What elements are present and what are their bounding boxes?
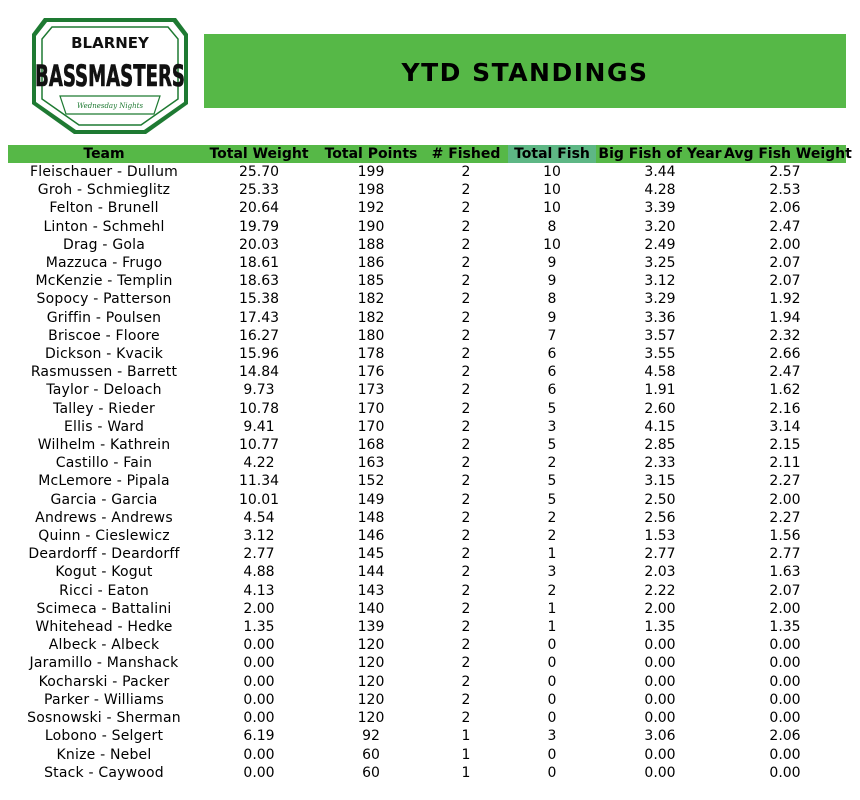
total-fish-cell: 6 xyxy=(547,346,557,363)
big-fish-cell: 0.00 xyxy=(644,637,676,654)
total-points-cell: 170 xyxy=(357,400,385,417)
total-weight-cell: 3.12 xyxy=(243,528,275,545)
avg-fish-weight-cell: 0.00 xyxy=(769,691,801,708)
total-weight-cell: 4.54 xyxy=(243,509,275,526)
table-row xyxy=(8,673,846,691)
total-points-cell: 170 xyxy=(357,418,385,435)
fished-cell: 2 xyxy=(461,582,471,599)
total-points-cell: 152 xyxy=(357,473,385,490)
fished-cell: 2 xyxy=(461,637,471,654)
fished-cell: 2 xyxy=(461,564,471,581)
table-row xyxy=(8,327,846,345)
table-row xyxy=(8,654,846,672)
total-points-cell: 143 xyxy=(357,582,385,599)
total-points-cell: 60 xyxy=(362,746,380,763)
total-fish-cell: 2 xyxy=(547,509,557,526)
table-row xyxy=(8,400,846,418)
avg-fish-weight-cell: 2.47 xyxy=(769,218,801,235)
team-cell: Dickson - Kvacik xyxy=(44,346,164,363)
big-fish-cell: 2.50 xyxy=(644,491,676,508)
team-cell: Talley - Rieder xyxy=(53,400,155,417)
avg-fish-weight-cell: 2.27 xyxy=(769,473,801,490)
team-cell: Fleischauer - Dullum xyxy=(29,164,179,180)
total-points-cell: 192 xyxy=(357,200,385,217)
big-fish-cell: 2.85 xyxy=(644,437,676,454)
total-weight-cell: 10.78 xyxy=(238,400,280,417)
total-points-cell: 185 xyxy=(357,273,385,290)
team-cell: Rasmussen - Barrett xyxy=(30,364,178,381)
total-points-cell: 144 xyxy=(357,564,385,581)
table-row xyxy=(8,600,846,618)
total-weight-cell: 25.70 xyxy=(238,164,280,180)
big-fish-cell: 3.20 xyxy=(644,218,676,235)
col-header-fished: # Fished xyxy=(424,145,508,163)
table-row xyxy=(8,236,846,254)
avg-fish-weight-cell: 1.35 xyxy=(769,619,801,636)
total-weight-cell: 18.63 xyxy=(238,273,280,290)
table-row xyxy=(8,582,846,600)
big-fish-cell: 4.15 xyxy=(644,418,676,435)
logo-line2: BASSMASTERS xyxy=(35,59,185,93)
col-header-total-fish: Total Fish xyxy=(508,145,596,163)
total-weight-cell: 0.00 xyxy=(243,655,275,672)
team-cell: Lobono - Selgert xyxy=(44,728,164,745)
table-row xyxy=(8,218,846,236)
total-points-cell: 120 xyxy=(357,691,385,708)
fished-cell: 2 xyxy=(461,346,471,363)
table-body xyxy=(8,163,846,782)
team-cell: Quinn - Cieslewicz xyxy=(38,528,170,545)
big-fish-cell: 3.39 xyxy=(644,200,676,217)
fished-cell: 1 xyxy=(461,728,471,745)
big-fish-cell: 0.00 xyxy=(644,673,676,690)
fished-cell: 2 xyxy=(461,455,471,472)
big-fish-cell: 1.91 xyxy=(644,382,676,399)
total-weight-cell: 20.64 xyxy=(238,200,280,217)
col-header-total-points: Total Points xyxy=(318,145,424,163)
table-row xyxy=(8,418,846,436)
total-points-cell: 120 xyxy=(357,673,385,690)
table-row xyxy=(8,746,846,764)
big-fish-cell: 3.12 xyxy=(644,273,676,290)
big-fish-cell: 0.00 xyxy=(644,710,676,727)
big-fish-cell: 1.53 xyxy=(644,528,676,545)
team-cell: Knize - Nebel xyxy=(56,746,152,763)
fished-cell: 2 xyxy=(461,309,471,326)
fished-cell: 2 xyxy=(461,655,471,672)
total-fish-cell: 6 xyxy=(547,382,557,399)
avg-fish-weight-cell: 2.07 xyxy=(769,273,801,290)
big-fish-cell: 2.60 xyxy=(644,400,676,417)
total-weight-cell: 25.33 xyxy=(238,182,280,199)
total-weight-cell: 2.00 xyxy=(243,600,275,617)
table-row xyxy=(8,636,846,654)
fished-cell: 2 xyxy=(461,236,471,253)
total-fish-cell: 9 xyxy=(547,255,557,272)
team-cell: Mazzuca - Frugo xyxy=(45,255,163,272)
team-cell: Ricci - Eaton xyxy=(59,582,149,599)
fished-cell: 1 xyxy=(461,746,471,763)
total-fish-cell: 3 xyxy=(547,564,557,581)
team-cell: Ellis - Ward xyxy=(63,418,145,435)
team-cell: Griffin - Poulsen xyxy=(46,309,162,326)
total-weight-cell: 15.38 xyxy=(238,291,280,308)
avg-fish-weight-cell: 2.77 xyxy=(769,546,801,563)
table-row xyxy=(8,491,846,509)
avg-fish-weight-cell: 0.00 xyxy=(769,746,801,763)
fished-cell: 2 xyxy=(461,255,471,272)
big-fish-cell: 3.36 xyxy=(644,309,676,326)
team-cell: Briscoe - Floore xyxy=(48,327,160,344)
total-points-cell: 60 xyxy=(362,764,380,781)
total-fish-cell: 1 xyxy=(547,600,557,617)
big-fish-cell: 3.57 xyxy=(644,327,676,344)
logo-tagline: Wednesday Nights xyxy=(76,102,144,110)
table-row xyxy=(8,509,846,527)
team-cell: Deardorff - Deardorff xyxy=(28,546,180,563)
avg-fish-weight-cell: 0.00 xyxy=(769,710,801,727)
total-weight-cell: 9.73 xyxy=(243,382,275,399)
total-weight-cell: 0.00 xyxy=(243,637,275,654)
table-row xyxy=(8,181,846,199)
table-row xyxy=(8,290,846,308)
team-cell: Wilhelm - Kathrein xyxy=(37,437,171,454)
logo-line1: BLARNEY xyxy=(71,34,149,52)
total-points-cell: 145 xyxy=(357,546,385,563)
total-points-cell: 182 xyxy=(357,291,385,308)
table-row xyxy=(8,309,846,327)
total-weight-cell: 4.88 xyxy=(243,564,275,581)
total-fish-cell: 3 xyxy=(547,728,557,745)
total-fish-cell: 7 xyxy=(547,327,557,344)
big-fish-cell: 3.44 xyxy=(644,164,676,180)
team-cell: Garcia - Garcia xyxy=(50,491,158,508)
team-cell: Taylor - Deloach xyxy=(46,382,162,399)
big-fish-cell: 2.03 xyxy=(644,564,676,581)
fished-cell: 2 xyxy=(461,327,471,344)
big-fish-cell: 2.56 xyxy=(644,509,676,526)
table-row xyxy=(8,345,846,363)
league-logo xyxy=(24,10,196,138)
avg-fish-weight-cell: 0.00 xyxy=(769,673,801,690)
avg-fish-weight-cell: 2.66 xyxy=(769,346,801,363)
avg-fish-weight-cell: 0.00 xyxy=(769,764,801,781)
fished-cell: 2 xyxy=(461,218,471,235)
avg-fish-weight-cell: 2.07 xyxy=(769,255,801,272)
fished-cell: 2 xyxy=(461,400,471,417)
big-fish-cell: 2.49 xyxy=(644,236,676,253)
total-fish-cell: 2 xyxy=(547,455,557,472)
col-header-big-fish: Big Fish of Year xyxy=(596,145,724,163)
total-points-cell: 182 xyxy=(357,309,385,326)
table-header-row xyxy=(8,145,846,163)
total-points-cell: 180 xyxy=(357,327,385,344)
table-row xyxy=(8,618,846,636)
total-weight-cell: 19.79 xyxy=(238,218,280,235)
total-weight-cell: 15.96 xyxy=(238,346,280,363)
team-cell: Andrews - Andrews xyxy=(35,509,173,526)
fished-cell: 2 xyxy=(461,364,471,381)
table-row xyxy=(8,436,846,454)
total-points-cell: 120 xyxy=(357,655,385,672)
fished-cell: 1 xyxy=(461,764,471,781)
avg-fish-weight-cell: 3.14 xyxy=(769,418,801,435)
total-fish-cell: 9 xyxy=(547,309,557,326)
table-row xyxy=(8,472,846,490)
big-fish-cell: 3.06 xyxy=(644,728,676,745)
fished-cell: 2 xyxy=(461,291,471,308)
fished-cell: 2 xyxy=(461,600,471,617)
avg-fish-weight-cell: 2.11 xyxy=(769,455,801,472)
table-row xyxy=(8,764,846,782)
total-weight-cell: 11.34 xyxy=(238,473,280,490)
table-row xyxy=(8,709,846,727)
avg-fish-weight-cell: 0.00 xyxy=(769,637,801,654)
total-fish-cell: 9 xyxy=(547,273,557,290)
team-cell: Kogut - Kogut xyxy=(55,564,153,581)
big-fish-cell: 4.28 xyxy=(644,182,676,199)
team-cell: Jaramillo - Manshack xyxy=(29,655,179,672)
avg-fish-weight-cell: 2.07 xyxy=(769,582,801,599)
table-row xyxy=(8,272,846,290)
title-banner xyxy=(204,34,846,108)
total-fish-cell: 0 xyxy=(547,691,557,708)
total-fish-cell: 0 xyxy=(547,637,557,654)
big-fish-cell: 0.00 xyxy=(644,746,676,763)
total-weight-cell: 10.77 xyxy=(238,437,280,454)
total-points-cell: 173 xyxy=(357,382,385,399)
total-weight-cell: 20.03 xyxy=(238,236,280,253)
avg-fish-weight-cell: 0.00 xyxy=(769,655,801,672)
logo-graphic xyxy=(24,10,196,138)
page-title: YTD STANDINGS xyxy=(401,58,649,87)
fished-cell: 2 xyxy=(461,182,471,199)
table-row xyxy=(8,527,846,545)
fished-cell: 2 xyxy=(461,273,471,290)
total-fish-cell: 5 xyxy=(547,473,557,490)
total-fish-cell: 6 xyxy=(547,364,557,381)
total-weight-cell: 18.61 xyxy=(238,255,280,272)
total-fish-cell: 0 xyxy=(547,655,557,672)
total-fish-cell: 0 xyxy=(547,764,557,781)
total-fish-cell: 1 xyxy=(547,546,557,563)
total-fish-cell: 10 xyxy=(543,164,561,180)
team-cell: Drag - Gola xyxy=(62,236,146,253)
fished-cell: 2 xyxy=(461,200,471,217)
table-row xyxy=(8,691,846,709)
table-row xyxy=(8,254,846,272)
fished-cell: 2 xyxy=(461,491,471,508)
big-fish-cell: 3.55 xyxy=(644,346,676,363)
big-fish-cell: 3.25 xyxy=(644,255,676,272)
total-weight-cell: 4.13 xyxy=(243,582,275,599)
total-weight-cell: 14.84 xyxy=(238,364,280,381)
avg-fish-weight-cell: 2.16 xyxy=(769,400,801,417)
total-points-cell: 168 xyxy=(357,437,385,454)
avg-fish-weight-cell: 2.27 xyxy=(769,509,801,526)
avg-fish-weight-cell: 1.63 xyxy=(769,564,801,581)
big-fish-cell: 3.15 xyxy=(644,473,676,490)
total-weight-cell: 0.00 xyxy=(243,746,275,763)
table-row xyxy=(8,563,846,581)
total-points-cell: 199 xyxy=(357,164,385,180)
big-fish-cell: 0.00 xyxy=(644,655,676,672)
avg-fish-weight-cell: 1.92 xyxy=(769,291,801,308)
fished-cell: 2 xyxy=(461,710,471,727)
total-points-cell: 176 xyxy=(357,364,385,381)
table-row xyxy=(8,381,846,399)
total-points-cell: 198 xyxy=(357,182,385,199)
table-row xyxy=(8,454,846,472)
total-points-cell: 146 xyxy=(357,528,385,545)
total-weight-cell: 10.01 xyxy=(238,491,280,508)
big-fish-cell: 2.00 xyxy=(644,600,676,617)
total-weight-cell: 6.19 xyxy=(243,728,275,745)
total-fish-cell: 5 xyxy=(547,491,557,508)
total-points-cell: 163 xyxy=(357,455,385,472)
big-fish-cell: 2.22 xyxy=(644,582,676,599)
fished-cell: 2 xyxy=(461,546,471,563)
total-weight-cell: 0.00 xyxy=(243,673,275,690)
team-cell: Linton - Schmehl xyxy=(43,218,165,235)
col-header-avg-fish-weight: Avg Fish Weight xyxy=(724,146,852,162)
table-row xyxy=(8,545,846,563)
team-cell: Felton - Brunell xyxy=(49,200,159,217)
team-cell: Scimeca - Battalini xyxy=(36,600,172,617)
team-cell: Groh - Schmieglitz xyxy=(37,182,171,199)
team-cell: McLemore - Pipala xyxy=(38,473,170,490)
total-points-cell: 120 xyxy=(357,710,385,727)
avg-fish-weight-cell: 2.57 xyxy=(769,164,801,180)
total-weight-cell: 0.00 xyxy=(243,710,275,727)
team-cell: Castillo - Fain xyxy=(55,455,153,472)
big-fish-cell: 0.00 xyxy=(644,691,676,708)
big-fish-cell: 1.35 xyxy=(644,619,676,636)
avg-fish-weight-cell: 1.56 xyxy=(769,528,801,545)
table-row xyxy=(8,363,846,381)
avg-fish-weight-cell: 2.06 xyxy=(769,200,801,217)
big-fish-cell: 0.00 xyxy=(644,764,676,781)
total-fish-cell: 0 xyxy=(547,710,557,727)
total-fish-cell: 1 xyxy=(547,619,557,636)
big-fish-cell: 3.29 xyxy=(644,291,676,308)
avg-fish-weight-cell: 2.53 xyxy=(769,182,801,199)
fished-cell: 2 xyxy=(461,382,471,399)
total-fish-cell: 8 xyxy=(547,291,557,308)
avg-fish-weight-cell: 1.62 xyxy=(769,382,801,399)
big-fish-cell: 4.58 xyxy=(644,364,676,381)
table-row xyxy=(8,199,846,217)
total-fish-cell: 3 xyxy=(547,418,557,435)
total-weight-cell: 17.43 xyxy=(238,309,280,326)
avg-fish-weight-cell: 2.06 xyxy=(769,728,801,745)
fished-cell: 2 xyxy=(461,473,471,490)
total-fish-cell: 10 xyxy=(543,200,561,217)
fished-cell: 2 xyxy=(461,619,471,636)
team-cell: Sopocy - Patterson xyxy=(36,291,172,308)
total-points-cell: 139 xyxy=(357,619,385,636)
avg-fish-weight-cell: 2.00 xyxy=(769,600,801,617)
team-cell: Sosnowski - Sherman xyxy=(27,710,181,727)
big-fish-cell: 2.77 xyxy=(644,546,676,563)
fished-cell: 2 xyxy=(461,509,471,526)
total-weight-cell: 4.22 xyxy=(243,455,275,472)
avg-fish-weight-cell: 1.94 xyxy=(769,309,801,326)
total-points-cell: 188 xyxy=(357,236,385,253)
fished-cell: 2 xyxy=(461,673,471,690)
total-fish-cell: 10 xyxy=(543,182,561,199)
team-cell: Whitehead - Hedke xyxy=(35,619,173,636)
avg-fish-weight-cell: 2.15 xyxy=(769,437,801,454)
fished-cell: 2 xyxy=(461,691,471,708)
avg-fish-weight-cell: 2.00 xyxy=(769,491,801,508)
team-cell: Stack - Caywood xyxy=(44,764,164,781)
total-points-cell: 186 xyxy=(357,255,385,272)
fished-cell: 2 xyxy=(461,528,471,545)
table-row xyxy=(8,163,846,181)
fished-cell: 2 xyxy=(461,164,471,180)
total-fish-cell: 0 xyxy=(547,746,557,763)
total-fish-cell: 5 xyxy=(547,400,557,417)
fished-cell: 2 xyxy=(461,437,471,454)
team-cell: Parker - Williams xyxy=(43,691,165,708)
total-fish-cell: 0 xyxy=(547,673,557,690)
total-fish-cell: 10 xyxy=(543,236,561,253)
avg-fish-weight-cell: 2.47 xyxy=(769,364,801,381)
total-weight-cell: 2.77 xyxy=(243,546,275,563)
total-points-cell: 148 xyxy=(357,509,385,526)
total-fish-cell: 8 xyxy=(547,218,557,235)
col-header-total-weight: Total Weight xyxy=(200,145,318,163)
fished-cell: 2 xyxy=(461,418,471,435)
total-fish-cell: 2 xyxy=(547,528,557,545)
big-fish-cell: 2.33 xyxy=(644,455,676,472)
total-points-cell: 120 xyxy=(357,637,385,654)
table-row xyxy=(8,727,846,745)
team-cell: Kocharski - Packer xyxy=(38,673,170,690)
standings-table xyxy=(8,145,852,782)
avg-fish-weight-cell: 2.32 xyxy=(769,327,801,344)
avg-fish-weight-cell: 2.00 xyxy=(769,236,801,253)
total-points-cell: 92 xyxy=(362,728,380,745)
col-header-team: Team xyxy=(8,145,200,163)
total-fish-cell: 2 xyxy=(547,582,557,599)
total-weight-cell: 16.27 xyxy=(238,327,280,344)
total-weight-cell: 1.35 xyxy=(243,619,275,636)
total-points-cell: 149 xyxy=(357,491,385,508)
total-points-cell: 190 xyxy=(357,218,385,235)
total-weight-cell: 9.41 xyxy=(243,418,275,435)
total-points-cell: 178 xyxy=(357,346,385,363)
total-weight-cell: 0.00 xyxy=(243,764,275,781)
total-fish-cell: 5 xyxy=(547,437,557,454)
team-cell: Albeck - Albeck xyxy=(48,637,160,654)
total-points-cell: 140 xyxy=(357,600,385,617)
team-cell: McKenzie - Templin xyxy=(35,273,173,290)
total-weight-cell: 0.00 xyxy=(243,691,275,708)
